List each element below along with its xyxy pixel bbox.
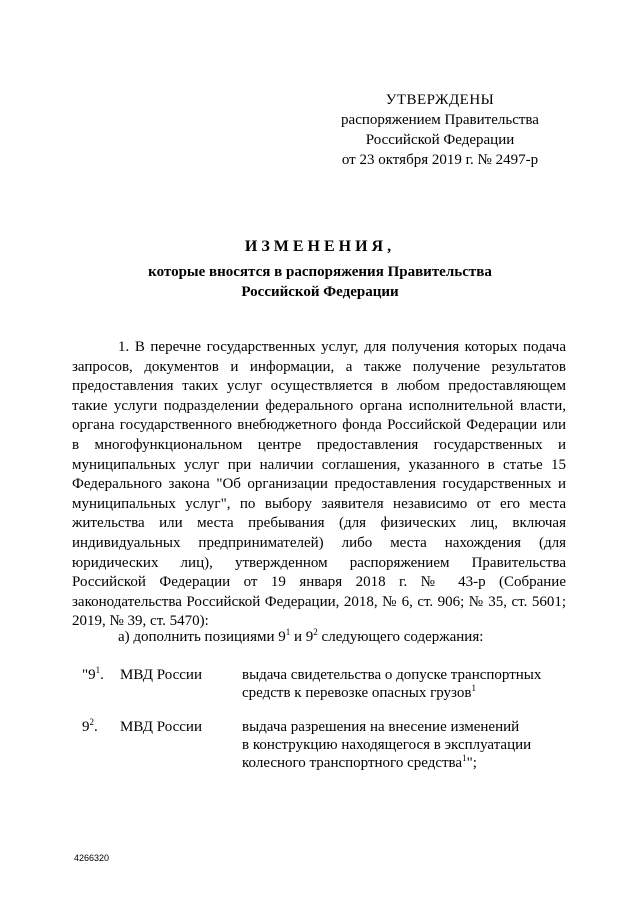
- service-line: выдача свидетельства о допуске транспортных: [242, 667, 542, 683]
- document-subtitle: [90, 262, 550, 302]
- position-row: [82, 666, 572, 706]
- approval-block: [330, 90, 550, 170]
- subparagraph-a-sup-2: 2: [313, 627, 318, 637]
- service-line-last: [242, 684, 572, 702]
- service-footnote-sup: 1: [462, 753, 467, 763]
- subtitle-line-2: Российской Федерации: [241, 284, 399, 300]
- position-number: [82, 666, 104, 684]
- position-number-text: "9: [82, 667, 96, 683]
- subparagraph-a-prefix: а) дополнить позициями 9: [118, 629, 286, 645]
- position-number-text: 9: [82, 719, 90, 735]
- position-agency: МВД России: [120, 667, 202, 683]
- position-service: [242, 666, 572, 702]
- subparagraph-a-sup-1: 1: [285, 627, 291, 637]
- approval-heading: УТВЕРЖДЕНЫ: [385, 92, 495, 108]
- position-number-suffix: .: [94, 719, 98, 735]
- service-line: выдача разрешения на внесение изменений: [242, 719, 520, 735]
- service-line-last: [242, 754, 572, 772]
- position-agency: МВД России: [120, 719, 202, 735]
- service-line: колесного транспортного средства: [242, 755, 463, 771]
- paragraph-1: 1. В перечне государственных услуг, для получения которых подача запросов, документов и информации, а также получение результатов предоставления таких услуг осуществляется в любом предоставляющем такие услуги подразделении федерального органа исполнительной власти, органа государственного внебюджетного фонда Российской Федерации или в многофункциональном центре предоставления государственных и муниципальных услуг при наличии соглашения, указанного в статье 15 Федерального закона "Об организации предоставления государственных и муниципальных услуг", по выбору заявителя независимо от его места жительства или места пребывания (для физических лиц, включая индивидуальных предпринимателей) либо места нахождения (для юридических лиц), утвержденном распоряжением Правительства Российской Федерации от 19 января 2018 г. № 43-р (Собрание законодательства Российской Федерации, 2018, № 6, ст. 906; № 35, ст. 5601; 2019, № 39, ст. 5470):: [72, 339, 566, 630]
- position-row: [82, 718, 572, 778]
- position-number-sup: 2: [89, 717, 94, 727]
- approval-line-3: от 23 октября 2019 г. № 2497-р: [341, 152, 539, 168]
- service-line: средств к перевозке опасных грузов: [242, 685, 472, 701]
- position-service: [242, 718, 572, 772]
- position-number-suffix: .: [100, 667, 104, 683]
- service-line: в конструкцию находящегося в эксплуатации: [242, 737, 532, 753]
- subparagraph-a-suffix: следующего содержания:: [317, 629, 484, 645]
- document-code: 4266320: [74, 853, 110, 863]
- subtitle-line-1: которые вносятся в распоряжения Правительства: [148, 264, 492, 280]
- approval-line-2: Российской Федерации: [365, 132, 515, 148]
- approval-line-1: распоряжением Правительства: [341, 112, 539, 128]
- position-number-sup: 1: [95, 665, 101, 675]
- service-footnote-sup: 1: [471, 683, 476, 693]
- service-tail: ";: [466, 755, 477, 771]
- subparagraph-a-middle: и 9: [290, 629, 314, 645]
- document-title: ИЗМЕНЕНИЯ,: [244, 238, 396, 255]
- position-number: [82, 718, 98, 736]
- subparagraph-a: [118, 627, 483, 647]
